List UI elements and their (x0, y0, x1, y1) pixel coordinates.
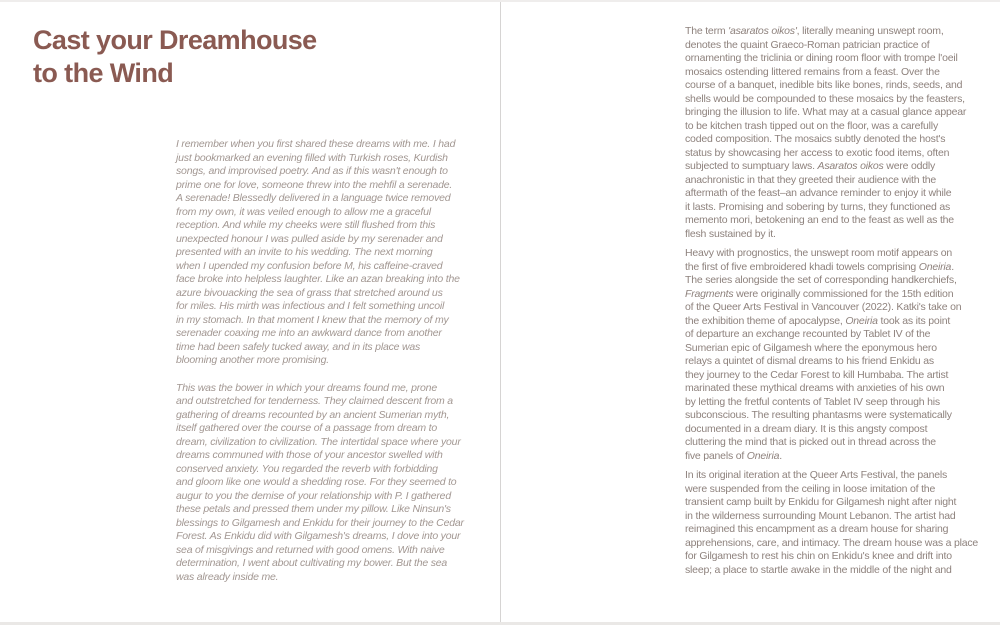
right-page-body-column (685, 25, 979, 583)
left-page-body-column (176, 138, 476, 598)
left-paragraph-2: This was the bower in which your dreams found me, prone and outstretched for tenderness. They claimed descent from a gathering of dreams recounted by an ancient Sumerian myth, itself gathered over the course of a passage from dream to dream, civilization to civilization. The intertidal space where your dreams communed with those of your ancestor swelled with conserved anxiety. You regarded the reverb with forbidding and gloom like one would a shedding rose. For they seemed to augur to you the demise of your relationship with P. I gathered these petals and pressed them under my pillow. Like Ninsun's blessings to Gilgamesh and Enkidu for their journey to the Cedar Forest. As Enkidu did with Gilgamesh's dreams, I dove into your sea of misgivings and returned with good omens. With naive determination, I went about cultivating my bower. But the sea was already inside me. (176, 381, 464, 583)
right-paragraph-3: In its original iteration at the Queer Arts Festival, the panels were suspended from the ceiling in loose imitation of the transient camp built by Enkidu for Gilgamesh night after night in the wilderness surrounding Mount Lebanon. The artist had reimagined this encampment as a dream house for sharing apprehensions, care, and intimacy. The dream house was a place for Gilgamesh to rest his chin on Enkidu's knee and drift into sleep; a place to startle awake in the middle of the night and (685, 469, 979, 576)
left-paragraph-1: I remember when you first shared these dreams with me. I had just bookmarked an evening filled with Turkish roses, Kurdish songs, and improvised poetry. And as if this wasn't enough to prime one for love, someone threw into the mehfil a serenade. A serenade! Blessedly delivered in a language twice removed from my own, it was veiled enough to allow me a graceful reception. And while my cheeks were still flushed from this unexpected honour I was pulled aside by my serenader and presented with an invite to his wedding. The next morning when I upended my confusion before M, his caffeine-craved face broke into helpless laughter. Like an azan breaking into the azure bivouacking the sea of grass that stretched around us for miles. His mirth was infectious and I felt something uncoil in my stomach. In that moment I knew that the memory of my serenader coaxing me into an awkward dance from another time had been safely tucked away, and in its place was blooming another more promising. (176, 138, 460, 366)
right-paragraph-2: Heavy with prognostics, the unswept room motif appears on the first of five embroidered khadi towels comprising Oneiria. The series alongside the set of corresponding handkerchiefs, Fragments were originally commissioned for the 15th edition of the Queer Arts Festival in Vancouver (2022). Katki's take on the exhibition theme of apocalypse, Oneiria took as its point of departure an exchange recounted by Tablet IV of the Sumerian epic of Gilgamesh where the eponymous hero relays a quintet of dismal dreams to his friend Enkidu as they journey to the Cedar Forest to kill Humbaba. The artist marinated these mythical dreams with anxieties of his own by letting the fretful contents of Tablet IV seep through his subconscious. The resulting phantasms were systematically documented in a dream diary. It is this angsty compost cluttering the mind that is picked out in thread across the five panels of Oneiria. (685, 247, 962, 462)
article-title: Cast your Dreamhouse to the Wind (33, 25, 317, 88)
page-top-edge (0, 0, 1000, 2)
page-gutter-divider (500, 0, 501, 625)
right-paragraph-1: The term 'asaratos oikos', literally meaning unswept room, denotes the quaint Graeco-Roman patrician practice of ornamenting the triclinia or dining room floor with trompe l'oeil mosaics ostending littered remains from a feast. Over the course of a banquet, inedible bits like bones, rinds, seeds, and shells would be compounded to these mosaics by the feasters, bringing the illusion to life. What may at a casual glance appear to be kitchen trash tipped out on the floor, was a carefully coded composition. The mosaics subtly denoted the host's status by showcasing her access to exotic food items, often subjected to sumptuary laws. Asaratos oikos were oddly anachronistic in that they greeted their audience with the aftermath of the feast–an advance reminder to enjoy it while it lasts. Promising and sobering by turns, they functioned as memento mori, betokening an end to the feast as well as the flesh sustained by it. (685, 25, 967, 240)
